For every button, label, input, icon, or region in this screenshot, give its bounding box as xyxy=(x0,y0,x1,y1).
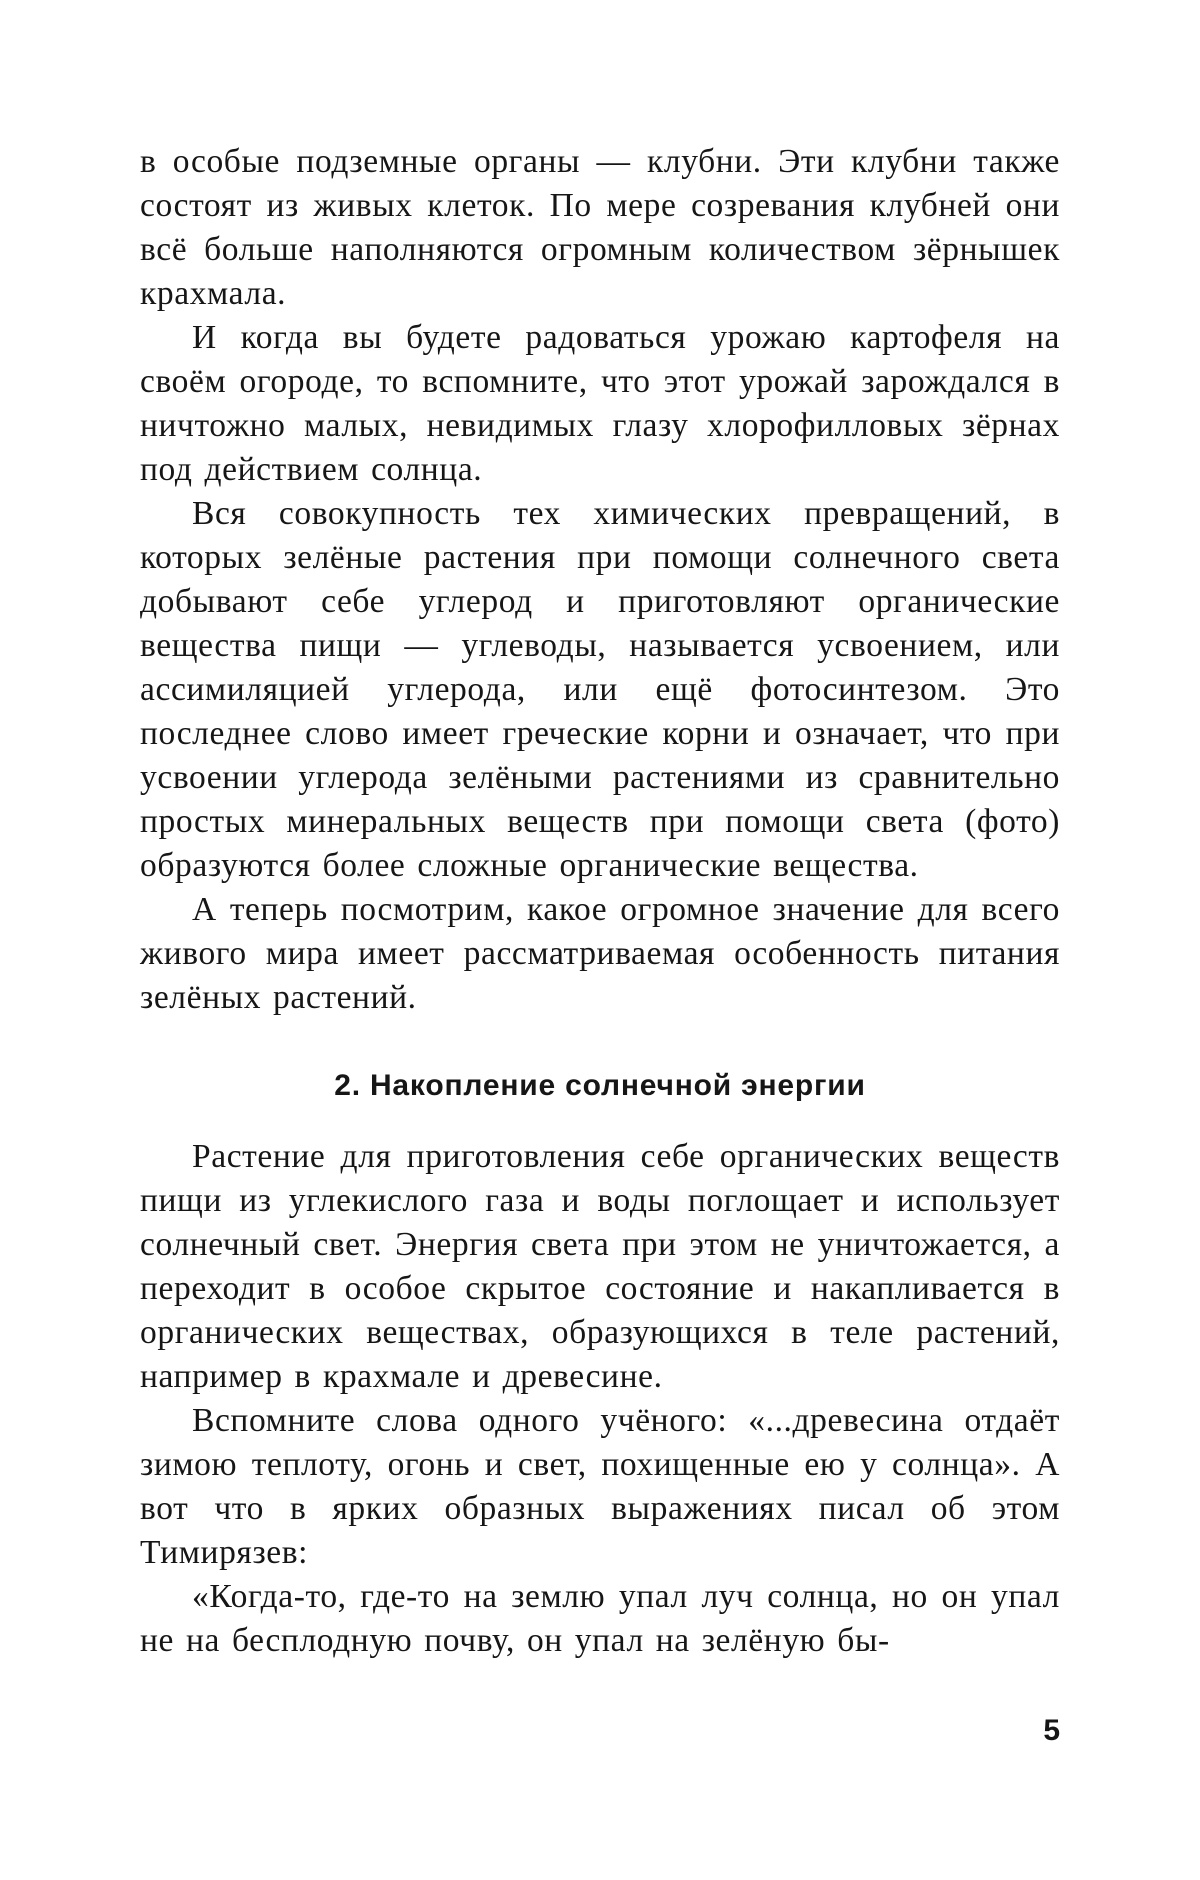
paragraph-timiryazev-quote: «Когда-то, где-то на землю упал луч солнца, но он упал не на бесплодную почву, он упал на зелёную бы- xyxy=(140,1578,1060,1659)
body-text-upper xyxy=(140,140,1060,1020)
section-heading: 2. Накопление солнечной энергии xyxy=(334,1069,866,1102)
paragraph-solar-energy: Растение для приготовления себе органических веществ пищи из углекислого газа и воды поглощает и использует солнечный свет. Энергия света при этом не уничтожается, а переходит в особое скрытое состояние и накапливается в органических веществах, образующихся в теле растений, например в крахмале и древесине. xyxy=(140,1138,1060,1395)
paragraph-photosynthesis: Вся совокупность тех химических превращений, в которых зелёные растения при помощи солнечного света добывают себе углерод и приготовляют органические вещества пищи — углеводы, называется усвоением, или ассимиляцией углерода, или ещё фотосинтезом. Это последнее слово имеет греческие корни и означает, что при усвоении углерода зелёными растениями из сравнительно простых минеральных веществ при помощи света (фото) образуются более сложные органические вещества. xyxy=(140,495,1060,884)
body-text-lower xyxy=(140,1135,1060,1663)
page-number: 5 xyxy=(1043,1714,1060,1747)
paragraph-tubers: в особые подземные органы — клубни. Эти клубни также состоят из живых клеток. По мере созревания клубней они всё больше наполняются огромным количеством зёрнышек крахмала. xyxy=(140,143,1060,312)
paragraph-harvest: И когда вы будете радоваться урожаю картофеля на своём огороде, то вспомните, что этот урожай зарождался в ничтожно малых, невидимых глазу хлорофилловых зёрнах под действием солнца. xyxy=(140,319,1060,488)
paragraph-quote-intro: Вспомните слова одного учёного: «...древесина отдаёт зимою теплоту, огонь и свет, похищенные ею у солнца». А вот что в ярких образных выражениях писал об этом Тимирязев: xyxy=(140,1402,1060,1571)
paragraph-significance: А теперь посмотрим, какое огромное значение для всего живого мира имеет рассматриваемая особенность питания зелёных растений. xyxy=(140,891,1060,1016)
